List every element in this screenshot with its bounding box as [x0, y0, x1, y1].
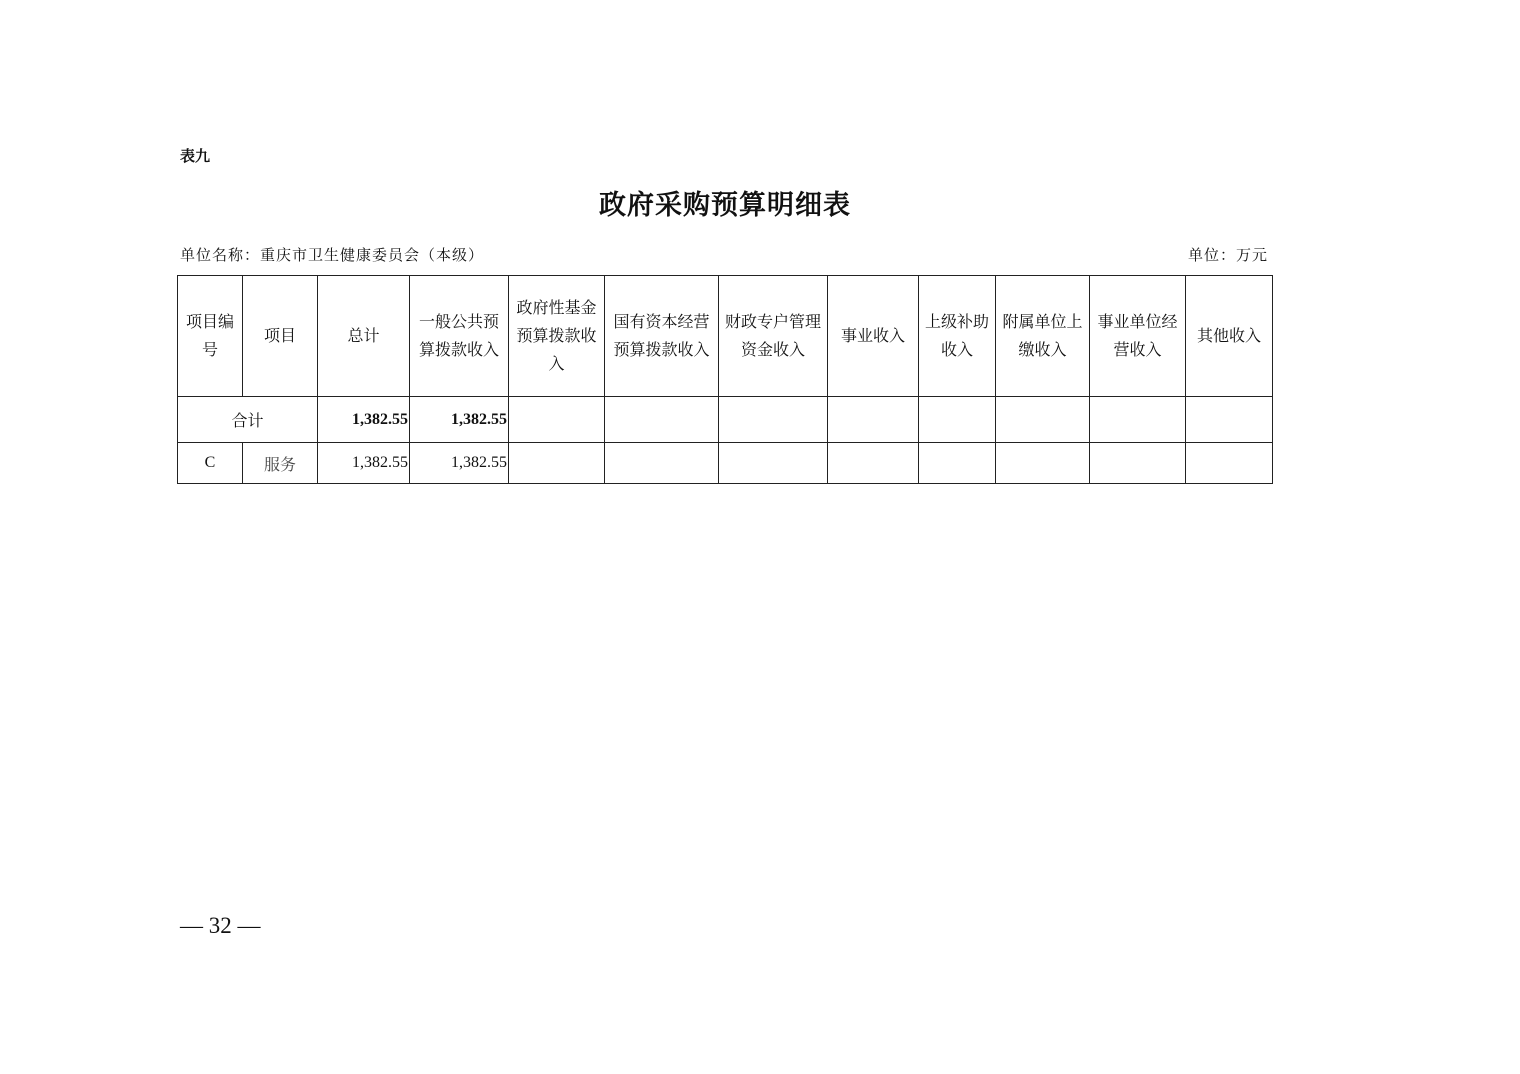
row-general-budget: 1,382.55 — [410, 443, 509, 484]
header-superior-subsidy: 上级补助收入 — [919, 276, 996, 397]
procurement-budget-table — [177, 275, 1273, 484]
row-other-income — [1186, 443, 1273, 484]
total-cell-general-budget: 1,382.55 — [410, 397, 509, 443]
total-cell-fiscal-account — [719, 397, 828, 443]
total-cell-state-capital — [605, 397, 719, 443]
header-operating-income: 事业单位经营收入 — [1090, 276, 1186, 397]
row-state-capital — [605, 443, 719, 484]
row-operating-income — [1090, 443, 1186, 484]
header-project-code: 项目编号 — [178, 276, 243, 397]
row-business-income — [828, 443, 919, 484]
unit-label: 单位：万元 — [1187, 246, 1268, 264]
row-fiscal-account — [719, 443, 828, 484]
table-tag: 表九 — [180, 147, 211, 165]
page-number: — 32 — — [180, 913, 261, 938]
total-cell-operating-income — [1090, 397, 1186, 443]
header-state-capital: 国有资本经营预算拨款收入 — [605, 276, 719, 397]
total-cell-superior-subsidy — [919, 397, 996, 443]
table-row — [178, 443, 1273, 484]
row-fund-budget — [509, 443, 605, 484]
header-general-budget: 一般公共预算拨款收入 — [410, 276, 509, 397]
header-other-income: 其他收入 — [1186, 276, 1273, 397]
row-project: 服务 — [243, 443, 318, 484]
total-cell-other-income — [1186, 397, 1273, 443]
total-row — [178, 397, 1273, 443]
header-fund-budget: 政府性基金预算拨款收入 — [509, 276, 605, 397]
header-row — [178, 276, 1273, 397]
header-total: 总计 — [318, 276, 410, 397]
row-superior-subsidy — [919, 443, 996, 484]
header-business-income: 事业收入 — [828, 276, 919, 397]
header-project: 项目 — [243, 276, 318, 397]
row-project-code: C — [178, 443, 243, 484]
document-title: 政府采购预算明细表 — [599, 190, 851, 221]
unit-name: 单位名称：重庆市卫生健康委员会（本级） — [180, 246, 485, 264]
total-cell-business-income — [828, 397, 919, 443]
header-affiliated-income: 附属单位上缴收入 — [996, 276, 1090, 397]
row-affiliated-income — [996, 443, 1090, 484]
total-cell-affiliated-income — [996, 397, 1090, 443]
header-fiscal-account: 财政专户管理资金收入 — [719, 276, 828, 397]
total-cell-total: 1,382.55 — [318, 397, 410, 443]
row-total: 1,382.55 — [318, 443, 410, 484]
total-label: 合计 — [178, 397, 318, 443]
total-cell-fund-budget — [509, 397, 605, 443]
